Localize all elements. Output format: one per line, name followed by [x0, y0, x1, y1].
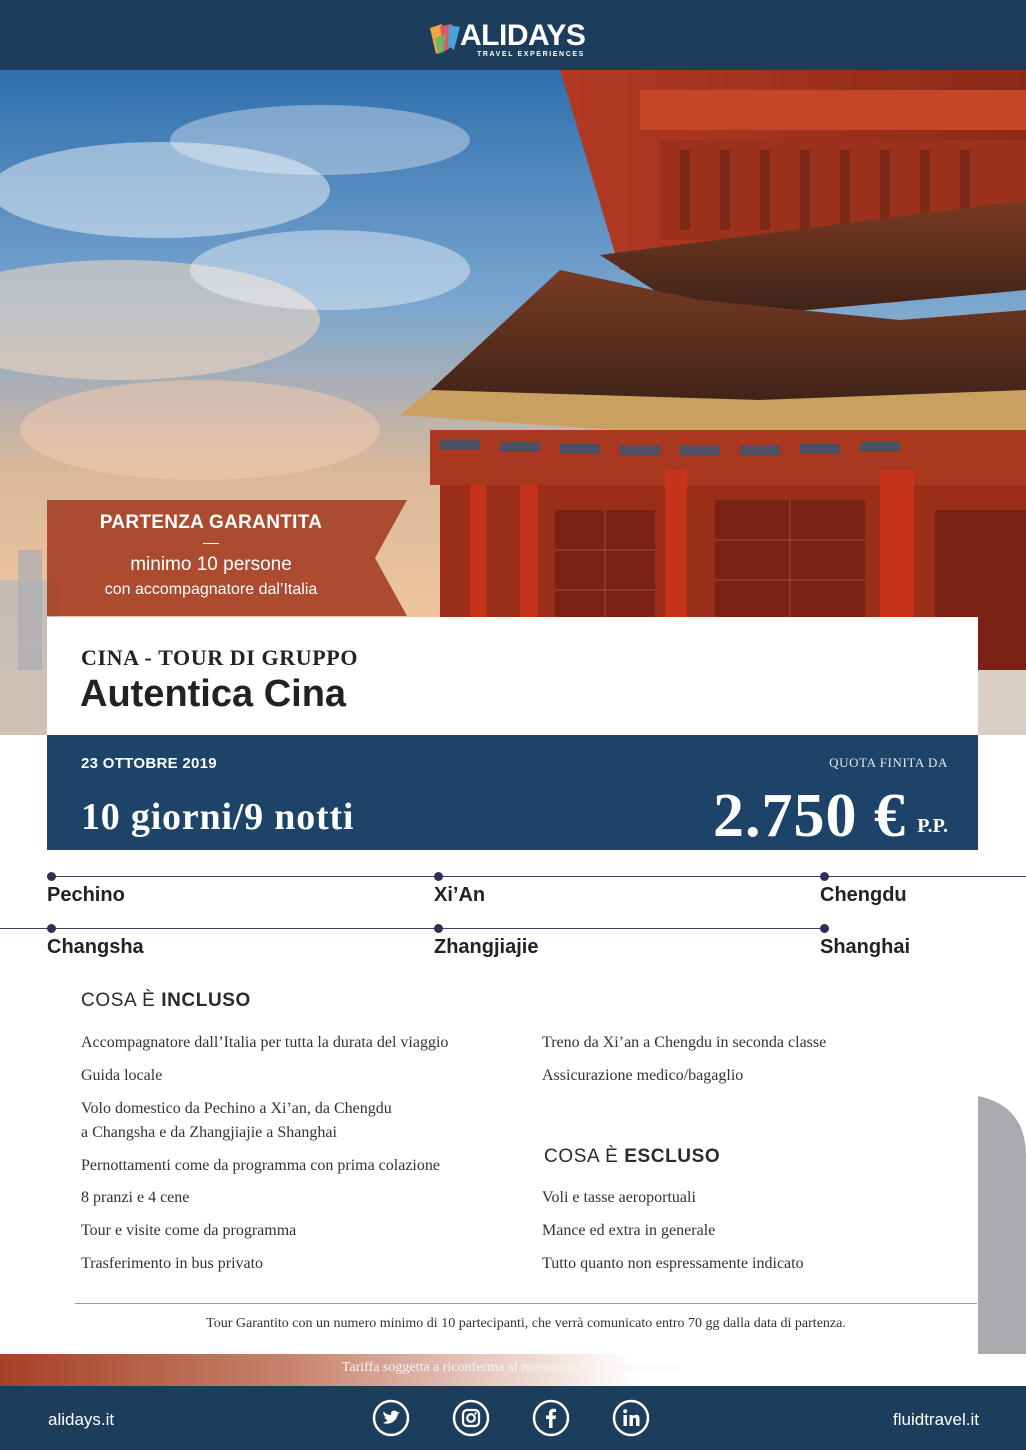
per-person-label: P.P.: [917, 815, 948, 837]
twitter-icon[interactable]: [372, 1399, 410, 1437]
tour-kicker: CINA - TOUR DI GRUPPO: [81, 645, 359, 670]
included-item: Pernottamenti come da programma con prima colazione: [81, 1157, 440, 1174]
guarantee-note: Tour Garantito con un numero minimo di 10 partecipanti, che verrà comunicato entro 70 gg dalla data di partenza.: [206, 1316, 846, 1331]
route-stop-changsha: Changsha: [47, 936, 144, 958]
route-dot: [434, 872, 443, 881]
tariff-note: Tariffa soggetta a riconferma al momento della prenotazione.: [341, 1360, 685, 1375]
badge-divider: [203, 543, 219, 544]
badge-title: PARTENZA GARANTITA: [99, 512, 323, 533]
decorative-grey-shape: [978, 1096, 1026, 1386]
included-heading-pre: COSA È: [81, 990, 162, 1011]
alidays-link[interactable]: alidays.it: [48, 1410, 115, 1429]
brand-name: ALIDAYS: [460, 19, 586, 52]
badge-minimum: minimo 10 persone: [130, 554, 292, 575]
included-item: Trasferimento in bus privato: [81, 1255, 264, 1272]
included-item: Treno da Xi’an a Chengdu in seconda classe: [542, 1034, 827, 1051]
price-bar: [47, 735, 978, 850]
tour-title-box: [47, 617, 978, 735]
excluded-heading: [544, 1146, 720, 1168]
note-divider: [75, 1303, 977, 1304]
tour-title: Autentica Cina: [80, 673, 347, 715]
excluded-item: Mance ed extra in generale: [542, 1222, 716, 1239]
brand-tagline: TRAVEL EXPERIENCES: [477, 51, 585, 58]
route-stop-shanghai: Shanghai: [820, 936, 911, 958]
tour-price: 2.750 €: [713, 782, 906, 850]
badge-escort: con accompagnatore dal’Italia: [104, 581, 318, 598]
footer-bar: [0, 1386, 1026, 1450]
excluded-item: Voli e tasse aeroportuali: [542, 1189, 696, 1206]
header-bar: [0, 0, 1026, 70]
route-dot: [47, 872, 56, 881]
included-item-continued: a Changsha e da Zhangjiajie a Shanghai: [81, 1124, 337, 1141]
included-heading-bold: INCLUSO: [161, 990, 251, 1011]
route-stop-xian: Xi’An: [434, 884, 486, 906]
route-dot: [434, 924, 443, 933]
excluded-heading-pre: COSA È: [544, 1146, 625, 1167]
excluded-heading-bold: ESCLUSO: [624, 1146, 721, 1167]
included-item: Volo domestico da Pechino a Xi’an, da Chengdu: [81, 1100, 392, 1117]
tour-duration: 10 giorni/9 notti: [81, 796, 355, 838]
guaranteed-departure-badge: [47, 500, 407, 616]
route-line-top: [47, 876, 1026, 877]
included-item: Tour e visite come da programma: [81, 1222, 297, 1239]
alidays-logo[interactable]: [430, 20, 600, 62]
facebook-icon[interactable]: [532, 1399, 570, 1437]
route-stop-chengdu: Chengdu: [820, 884, 907, 906]
departure-date: 23 OTTOBRE 2019: [81, 755, 217, 772]
included-item: Assicurazione medico/bagaglio: [542, 1067, 744, 1084]
included-item: Accompagnatore dall’Italia per tutta la durata del viaggio: [81, 1034, 449, 1051]
excluded-item: Tutto quanto non espressamente indicato: [542, 1255, 804, 1272]
instagram-icon[interactable]: [452, 1399, 490, 1437]
route-dot: [820, 924, 829, 933]
route-line-bottom: [0, 928, 828, 929]
route-stop-zhangjiajie: Zhangjiajie: [434, 936, 539, 958]
linkedin-icon[interactable]: [612, 1399, 650, 1437]
route-dot: [820, 872, 829, 881]
included-item: Guida locale: [81, 1067, 163, 1084]
route-dot: [47, 924, 56, 933]
fluidtravel-link[interactable]: fluidtravel.it: [893, 1410, 979, 1429]
quota-label: QUOTA FINITA DA: [829, 755, 948, 770]
included-item: 8 pranzi e 4 cene: [81, 1189, 190, 1206]
included-heading: [81, 990, 251, 1012]
route-stop-pechino: Pechino: [47, 884, 125, 906]
